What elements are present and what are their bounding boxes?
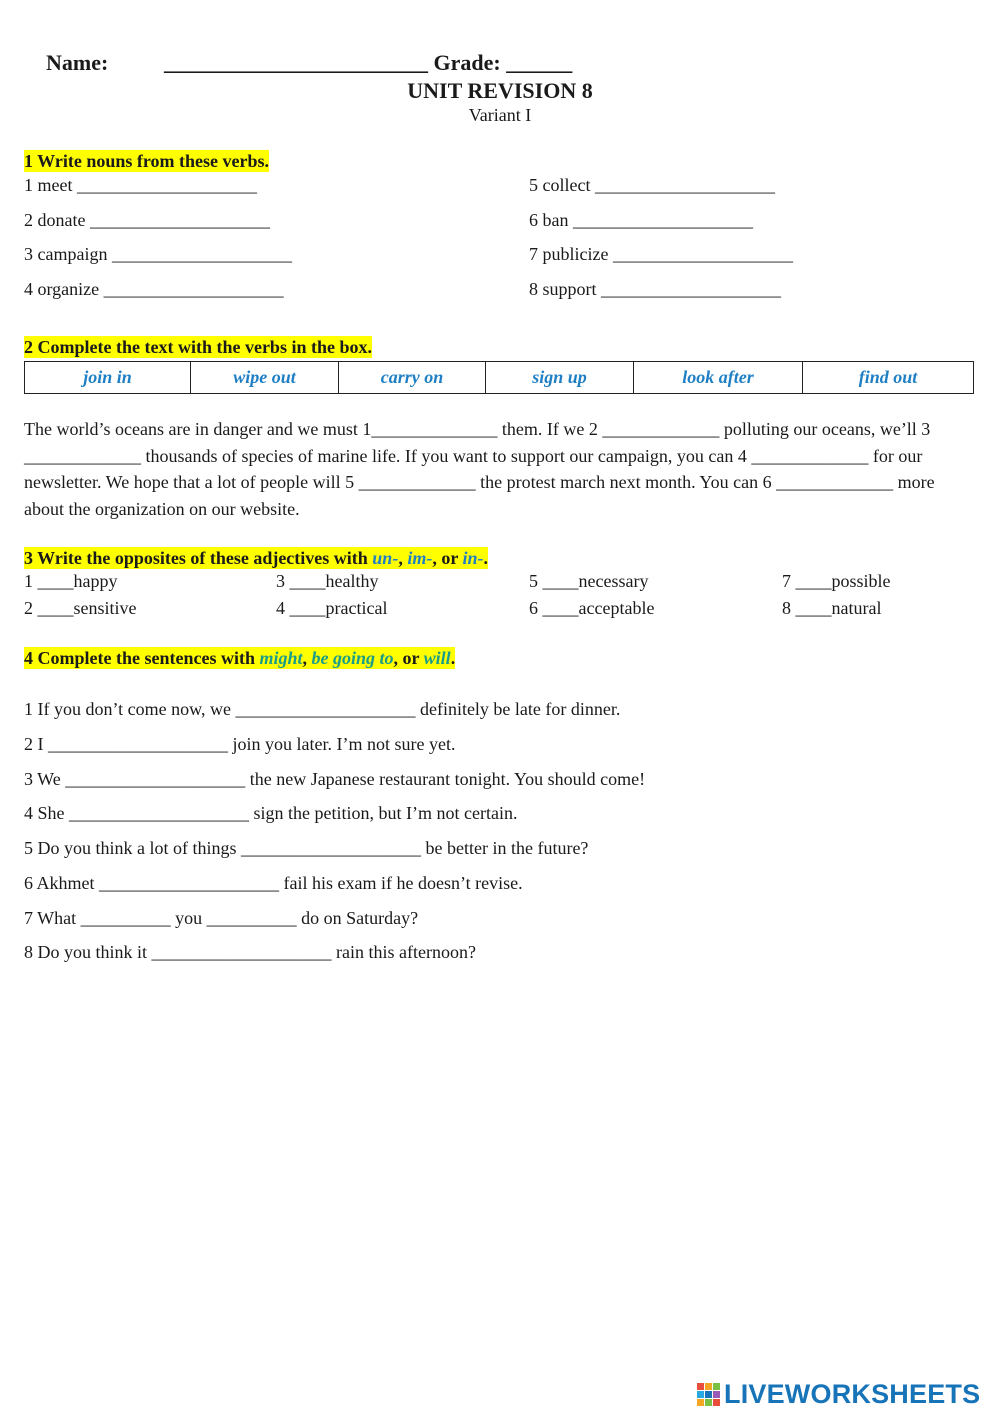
section1-item[interactable]: 2 donate ____________________ bbox=[24, 210, 270, 230]
section4-item[interactable]: 1 If you don’t come now, we ____________________ definitely be late for dinner. bbox=[24, 699, 621, 719]
section3-item[interactable]: 4 ____practical bbox=[276, 598, 388, 618]
section1-item[interactable]: 4 organize ____________________ bbox=[24, 279, 284, 299]
section3-item[interactable]: 8 ____natural bbox=[782, 598, 882, 618]
logo-grid-icon bbox=[697, 1383, 720, 1406]
logo-text: LIVEWORKSHEETS bbox=[724, 1378, 981, 1409]
prefix-un: un- bbox=[372, 548, 399, 568]
section4-item[interactable]: 8 Do you think it ____________________ rain this afternoon? bbox=[24, 942, 476, 962]
liveworksheets-logo[interactable] bbox=[697, 1376, 980, 1412]
option-will: will bbox=[423, 648, 451, 668]
section4-item[interactable]: 7 What __________ you __________ do on Saturday? bbox=[24, 908, 419, 928]
section1-heading bbox=[24, 151, 269, 172]
heading-separator: , or bbox=[432, 548, 463, 568]
section1-item[interactable]: 6 ban ____________________ bbox=[529, 210, 753, 230]
gap-fill-text[interactable]: The world’s oceans are in danger and we must 1______________ them. If we 2 _____________ polluting our oceans, we’ll 3 _____________ thousands of species of marine life. If you want to support our campaign, you can 4 _____________ for our newsletter. We hope that a lot of people will 5 _____________ the protest march next month. You can 6 _____________ more about the organization on our website. bbox=[24, 419, 935, 520]
section3-item[interactable]: 7 ____possible bbox=[782, 571, 891, 591]
verb-box-word: find out bbox=[858, 367, 918, 387]
grade-field[interactable]: ______ bbox=[506, 50, 573, 75]
verb-box-word: look after bbox=[634, 362, 803, 393]
section1-item[interactable]: 3 campaign ____________________ bbox=[24, 244, 292, 264]
section4-item[interactable]: 4 She ____________________ sign the petition, but I’m not certain. bbox=[24, 803, 518, 823]
section2-heading bbox=[24, 337, 372, 358]
heading-end: . bbox=[450, 648, 456, 668]
verb-box bbox=[24, 361, 974, 394]
section3-heading bbox=[24, 548, 488, 569]
section3-item[interactable]: 1 ____happy bbox=[24, 571, 118, 591]
section3-item[interactable]: 3 ____healthy bbox=[276, 571, 379, 591]
section1-item[interactable]: 1 meet ____________________ bbox=[24, 175, 257, 195]
option-be-going-to: be going to bbox=[311, 648, 394, 668]
section2-heading-text: 2 Complete the text with the verbs in the box. bbox=[24, 337, 372, 357]
heading-separator: , bbox=[302, 648, 312, 668]
option-might: might bbox=[259, 648, 303, 668]
prefix-im: im- bbox=[407, 548, 433, 568]
section3-item[interactable]: 6 ____acceptable bbox=[529, 598, 655, 618]
heading-end: . bbox=[483, 548, 488, 568]
prefix-in: in- bbox=[462, 548, 484, 568]
section4-item[interactable]: 6 Akhmet ____________________ fail his exam if he doesn’t revise. bbox=[24, 873, 523, 893]
grade-label: Grade: bbox=[433, 50, 501, 75]
verb-box-word: wipe out bbox=[191, 362, 339, 393]
section4-heading-text: 4 Complete the sentences with bbox=[24, 648, 260, 668]
verb-box-word: carry on bbox=[339, 362, 486, 393]
section4-heading bbox=[24, 648, 455, 669]
section1-item[interactable]: 5 collect ____________________ bbox=[529, 175, 775, 195]
heading-separator: , or bbox=[393, 648, 424, 668]
section4-item[interactable]: 3 We ____________________ the new Japanese restaurant tonight. You should come! bbox=[24, 769, 646, 789]
name-field[interactable]: ________________________ bbox=[164, 50, 428, 75]
section4-item[interactable]: 5 Do you think a lot of things ____________________ be better in the future? bbox=[24, 838, 589, 858]
section3-heading-text: 3 Write the opposites of these adjectives with bbox=[24, 548, 373, 568]
page-subtitle: Variant I bbox=[468, 105, 532, 125]
heading-separator: , bbox=[398, 548, 408, 568]
section1-item[interactable]: 7 publicize ____________________ bbox=[529, 244, 793, 264]
page-title: UNIT REVISION 8 bbox=[407, 78, 593, 103]
section3-item[interactable]: 5 ____necessary bbox=[529, 571, 649, 591]
verb-box-word: join in bbox=[25, 362, 191, 393]
section3-item[interactable]: 2 ____sensitive bbox=[24, 598, 137, 618]
verb-box-word: sign up bbox=[486, 362, 634, 393]
section1-heading-text: 1 Write nouns from these verbs. bbox=[24, 151, 269, 171]
name-label: Name: bbox=[46, 50, 109, 75]
section1-item[interactable]: 8 support ____________________ bbox=[529, 279, 781, 299]
section4-item[interactable]: 2 I ____________________ join you later. I’m not sure yet. bbox=[24, 734, 456, 754]
